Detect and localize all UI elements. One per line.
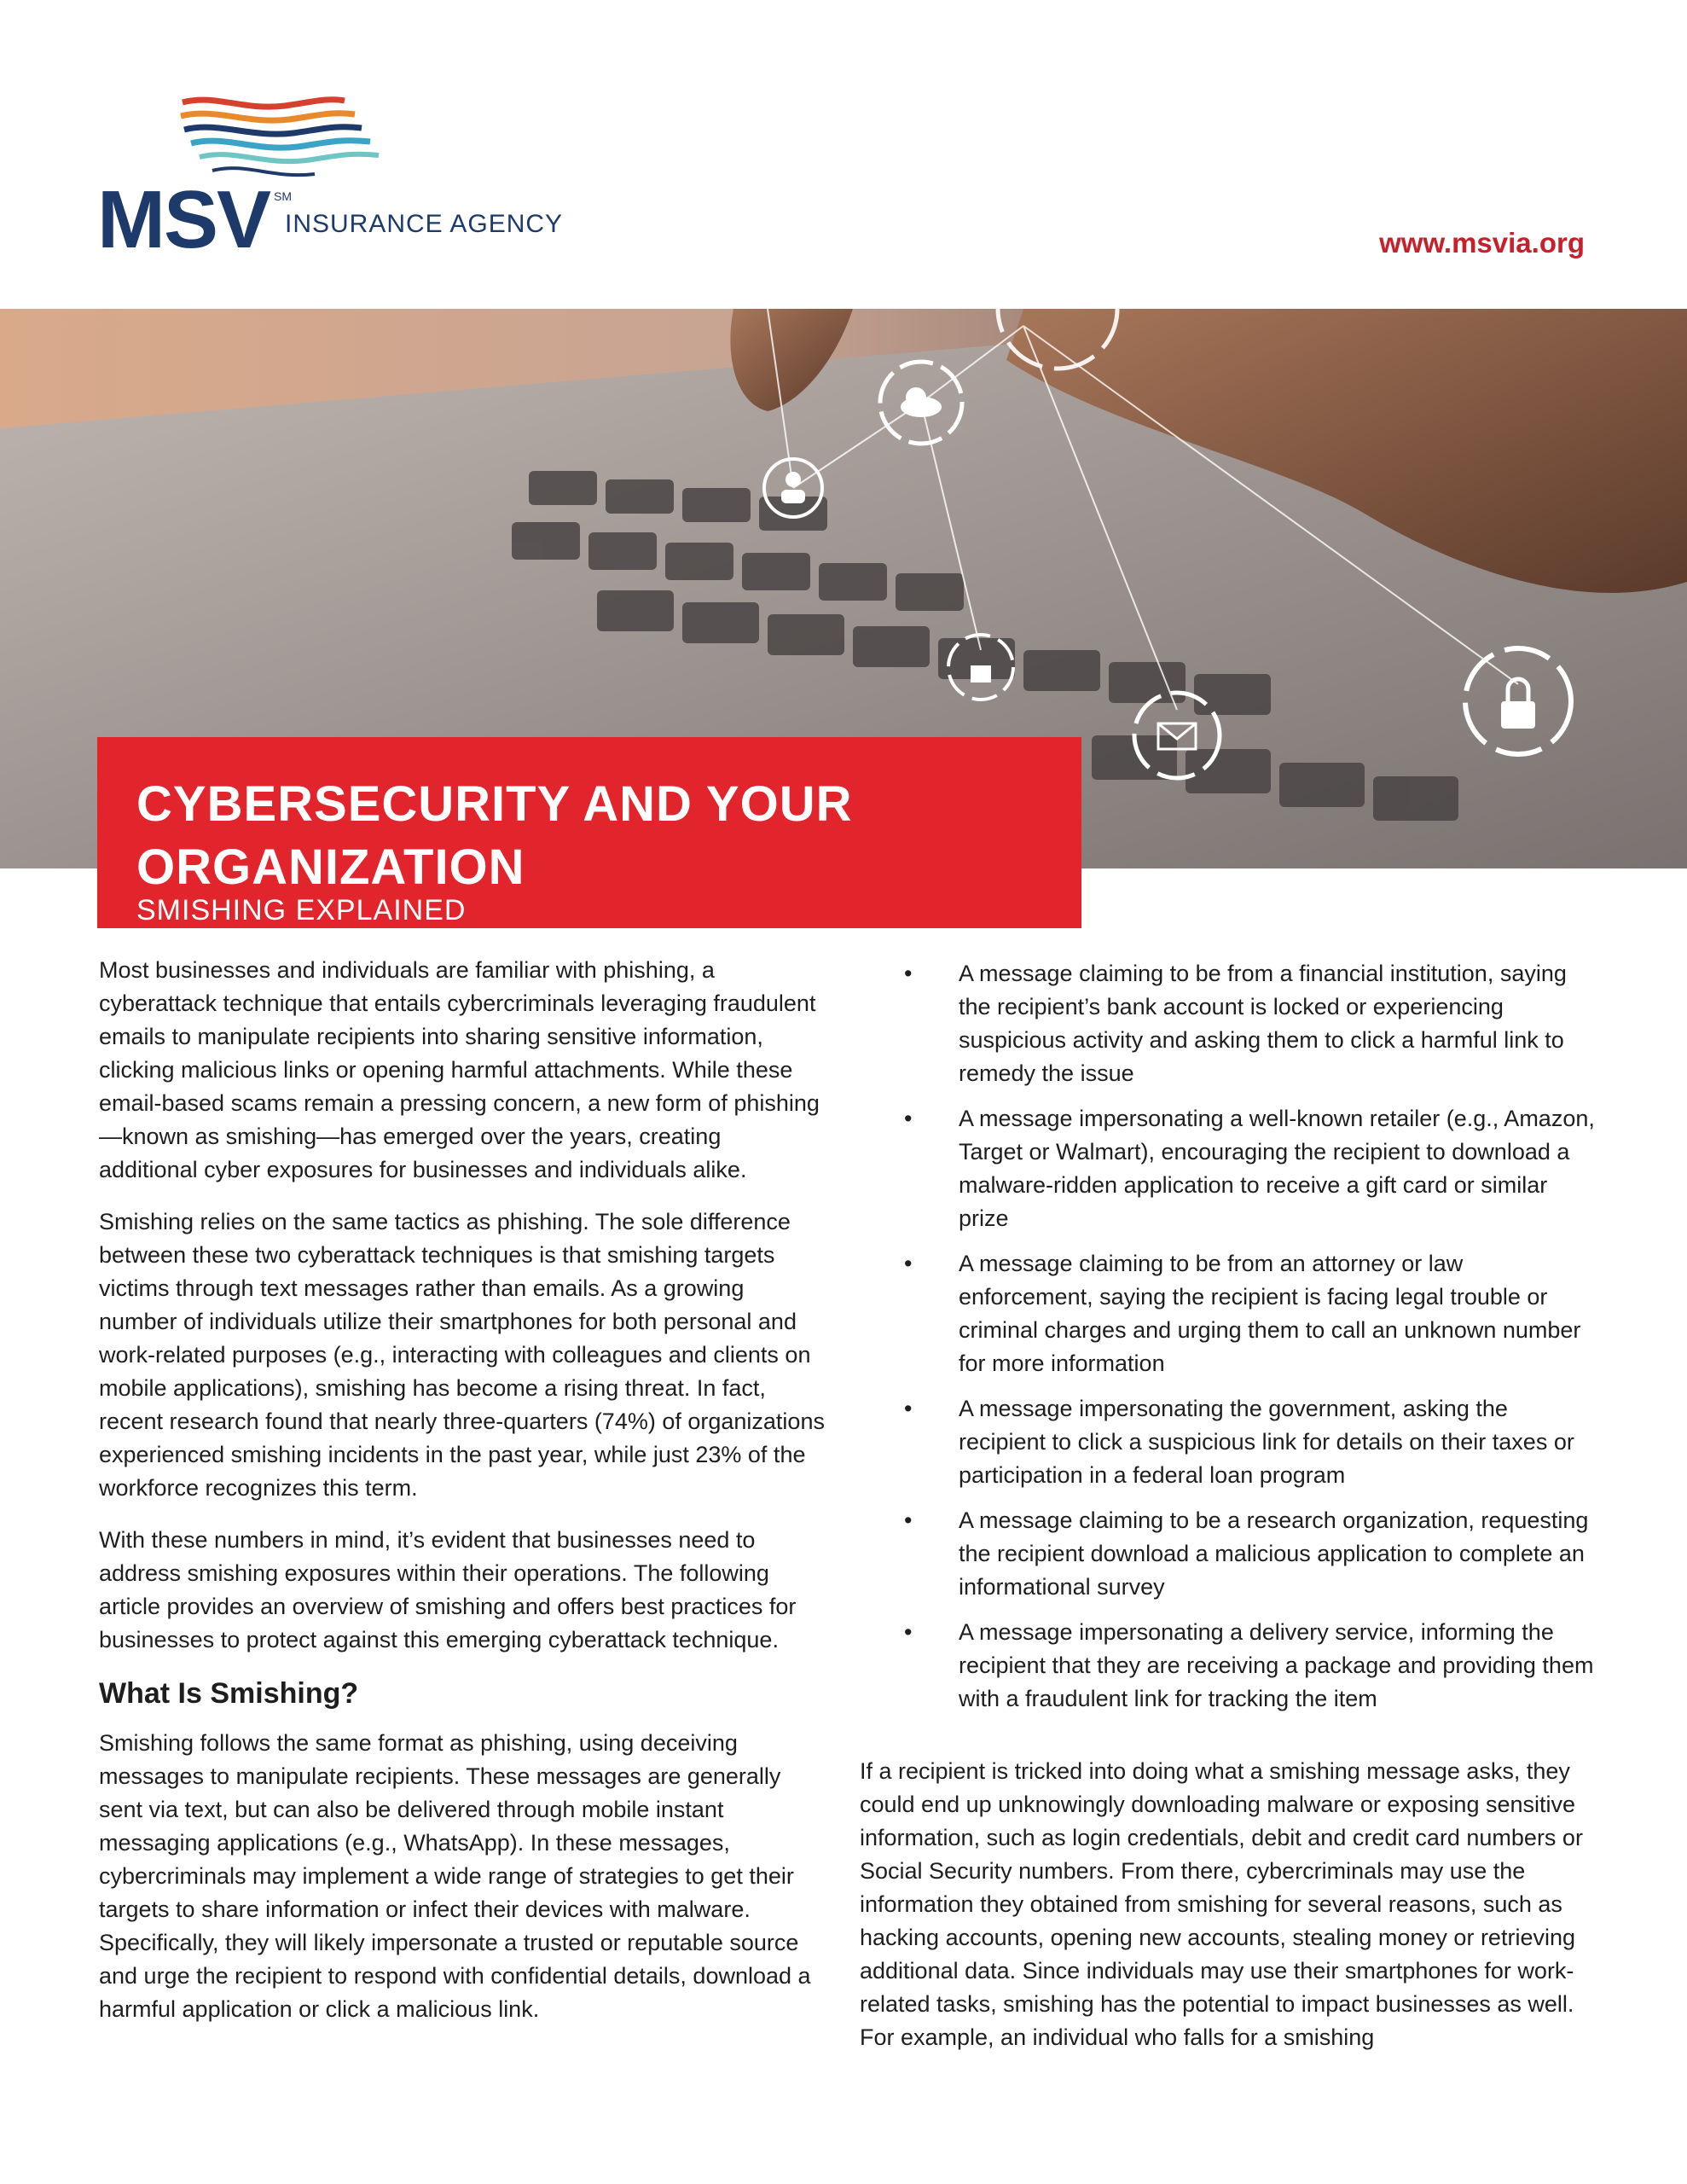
bullet-icon: • [904,961,913,986]
list-item: • A message claiming to be from a financial institution, saying the recipient’s bank account is locked or experiencing suspicious activity and asking them to click a harmful link to remedy the issue [860,957,1595,1090]
smishing-paragraph: Smishing follows the same format as phishing, using deceiving messages to manipulate recipients. These messages are generally sent via text, but can also be delivered through mobile instant messaging applications (e.g., WhatsApp). In these messages, cybercriminals may implement a wide range of strategies to get their targets to share information or infect their devices with malware. Specifically, they will likely impersonate a trusted or reputable source and urge the recipient to respond with confidential details, download a harmful application or click a malicious link. [99,1730,811,2022]
bullet-icon: • [904,1396,913,1421]
website-link[interactable]: www.msvia.org [1379,227,1585,258]
example-list [860,957,1595,1716]
intro-paragraph-3: With these numbers in mind, it’s evident that businesses need to address smishing exposures within their operations. The following article provides an overview of smishing and offers best practices for businesses to protect against this emerging cyberattack technique. [99,1527,797,1653]
consequences-paragraph: If a recipient is tricked into doing what a smishing message asks, they could end up unknowingly downloading malware or exposing sensitive information, such as login credentials, debit and credit card numbers or Social Security numbers. From there, cybercriminals may use the information they obtained from smishing for several reasons, such as hacking accounts, opening new accounts, stealing money or retrieving additional data. Since individuals may use their smartphones for work-related tasks, smishing has the potential to impact businesses as well. For example, an individual who falls for a smishing [860,1758,1583,2050]
right-column [860,957,1595,2073]
list-item: • A message claiming to be a research organization, requesting the recipient download a malicious application to complete an informational survey [860,1504,1595,1604]
section-heading: What Is Smishing? [99,1677,359,1710]
list-item: • A message impersonating a delivery service, informing the recipient that they are receiving a package and providing them with a fraudulent link for tracking the item [860,1616,1595,1716]
logo-agency-label: INSURANCE AGENCY [285,210,564,238]
logo-service-mark: SM [274,189,292,203]
bullet-icon: • [904,1251,913,1276]
bullet-icon: • [904,1507,913,1533]
left-column [99,954,826,2045]
bullet-icon: • [904,1106,913,1131]
company-logo [97,94,575,264]
list-item: • A message impersonating the government, asking the recipient to click a suspicious link for details on their taxes or participation in a federal loan program [860,1392,1595,1492]
title-banner [97,737,1081,928]
list-item: • A message impersonating a well-known retailer (e.g., Amazon, Target or Walmart), encouraging the recipient to download a malware-ridden application to receive a gift card or similar prize [860,1102,1595,1235]
logo-wordmark: MSV [97,174,270,265]
page-subtitle: SMISHING EXPLAINED [136,894,467,926]
intro-paragraph-1: Most businesses and individuals are familiar with phishing, a cyberattack technique that entails cybercriminals leveraging fraudulent emails to manipulate recipients into sharing sensitive information, clicking malicious links or opening harmful attachments. While these email-based scams remain a pressing concern, a new form of phishing—known as smishing—has emerged over the years, creating additional cyber exposures for businesses and individuals alike. [99,957,820,1182]
list-item: • A message claiming to be from an attorney or law enforcement, saying the recipient is facing legal trouble or criminal charges and urging them to call an unknown number for more information [860,1247,1595,1380]
page-title: CYBERSECURITY AND YOUR ORGANIZATION [136,776,853,895]
intro-paragraph-2: Smishing relies on the same tactics as phishing. The sole difference between these two cyberattack techniques is that smishing targets victims through text messages rather than emails. As a growing number of individuals utilize their smartphones for both personal and work-related purposes (e.g., interacting with colleagues and clients on mobile applications), smishing has become a rising threat. In fact, recent research found that nearly three-quarters (74%) of organizations experienced smishing incidents in the past year, while just 23% of the workforce recognizes this term. [99,1209,825,1501]
bullet-icon: • [904,1619,913,1645]
